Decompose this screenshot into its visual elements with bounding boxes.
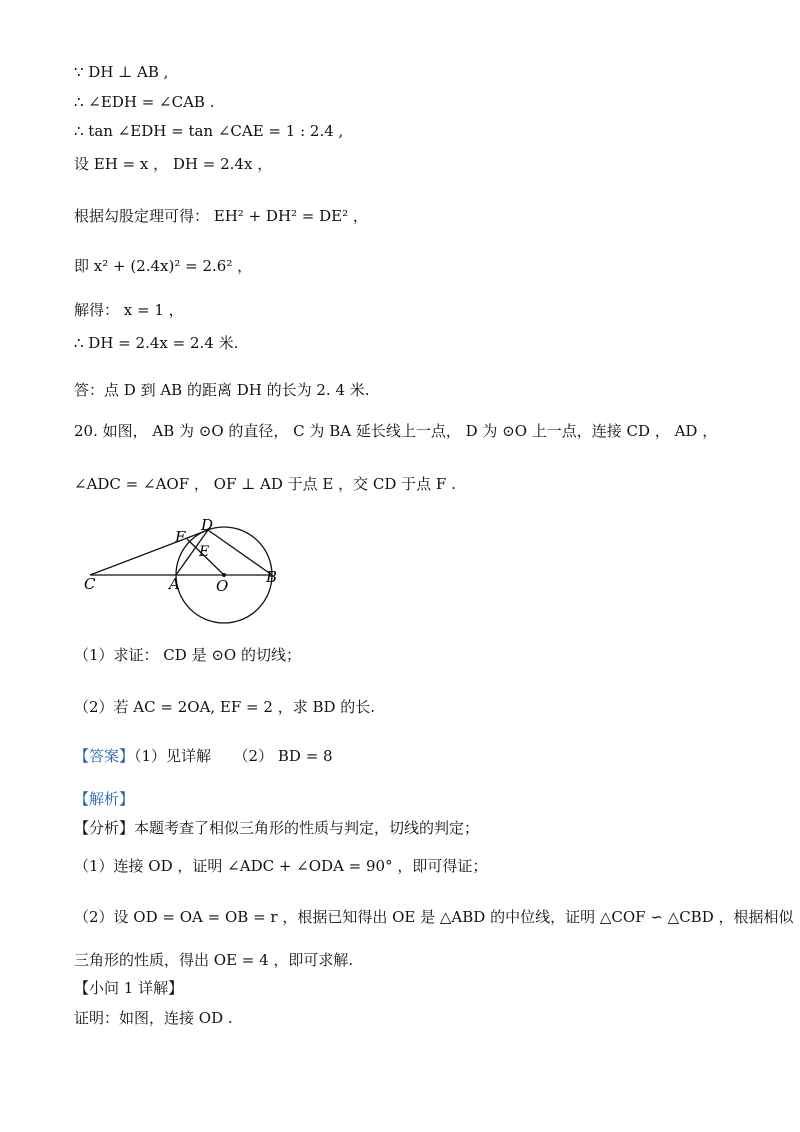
line-4: 设 EH = x ， DH = 2.4x ，	[74, 155, 273, 173]
detail-line: 证明：如图，连接 OD .	[74, 1009, 233, 1027]
question-1: （1）求证： CD 是 ⊙O 的切线；	[74, 646, 301, 664]
label-c: C	[84, 575, 96, 593]
line-1: ∵ DH ⊥ AB ,	[74, 63, 169, 81]
label-f: F	[175, 528, 186, 546]
analysis-line-4: 三角形的性质，得出 OE = 4 ，即可求解.	[74, 951, 354, 969]
problem-20-line-1: 20. 如图， AB 为 ⊙O 的直径， C 为 BA 延长线上一点， D 为 ⊙O 上一点，连接 CD ， AD ，	[74, 422, 718, 440]
label-e: E	[199, 544, 210, 560]
label-o: O	[216, 577, 229, 595]
line-3: ∴ tan ∠EDH = tan ∠CAE = 1 : 2.4 ,	[74, 122, 344, 140]
answer-line	[74, 746, 333, 766]
analysis-line-3: （2）设 OD = OA = OB = r ，根据已知得出 OE 是 △ABD 的中位线，证明 △COF ∽ △CBD ，根据相似	[74, 908, 794, 926]
answer-tag: 【答案】	[74, 747, 135, 765]
segment-cd	[90, 530, 208, 575]
detail-heading: 【小问 1 详解】	[74, 979, 184, 997]
analysis-tag: 【解析】	[74, 790, 135, 808]
line-2: ∴ ∠EDH = ∠CAB .	[74, 93, 215, 111]
label-d: D	[201, 518, 214, 534]
analysis-line-1: 【分析】本题考查了相似三角形的性质与判定，切线的判定；	[74, 819, 480, 837]
label-a: A	[169, 575, 180, 593]
label-b: B	[266, 568, 278, 586]
answer-text: （1）见详解 （2） BD = 8	[134, 747, 333, 765]
line-9: 答：点 D 到 AB 的距离 DH 的长为 2. 4 米.	[74, 381, 370, 399]
line-7: 解得： x = 1 ，	[74, 301, 184, 319]
analysis-line-2: （1）连接 OD ，证明 ∠ADC + ∠ODA = 90° ，即可得证；	[74, 857, 488, 875]
line-5: 根据勾股定理可得： EH² + DH² = DE² ，	[74, 207, 368, 225]
geometry-figure	[82, 518, 292, 624]
question-2: （2）若 AC = 2OA, EF = 2 ，求 BD 的长.	[74, 698, 376, 716]
problem-20-line-2: ∠ADC = ∠AOF ， OF ⊥ AD 于点 E ，交 CD 于点 F .	[74, 475, 456, 493]
line-8: ∴ DH = 2.4x = 2.4 米.	[74, 334, 239, 352]
line-6: 即 x² + (2.4x)² = 2.6² ，	[74, 257, 253, 275]
